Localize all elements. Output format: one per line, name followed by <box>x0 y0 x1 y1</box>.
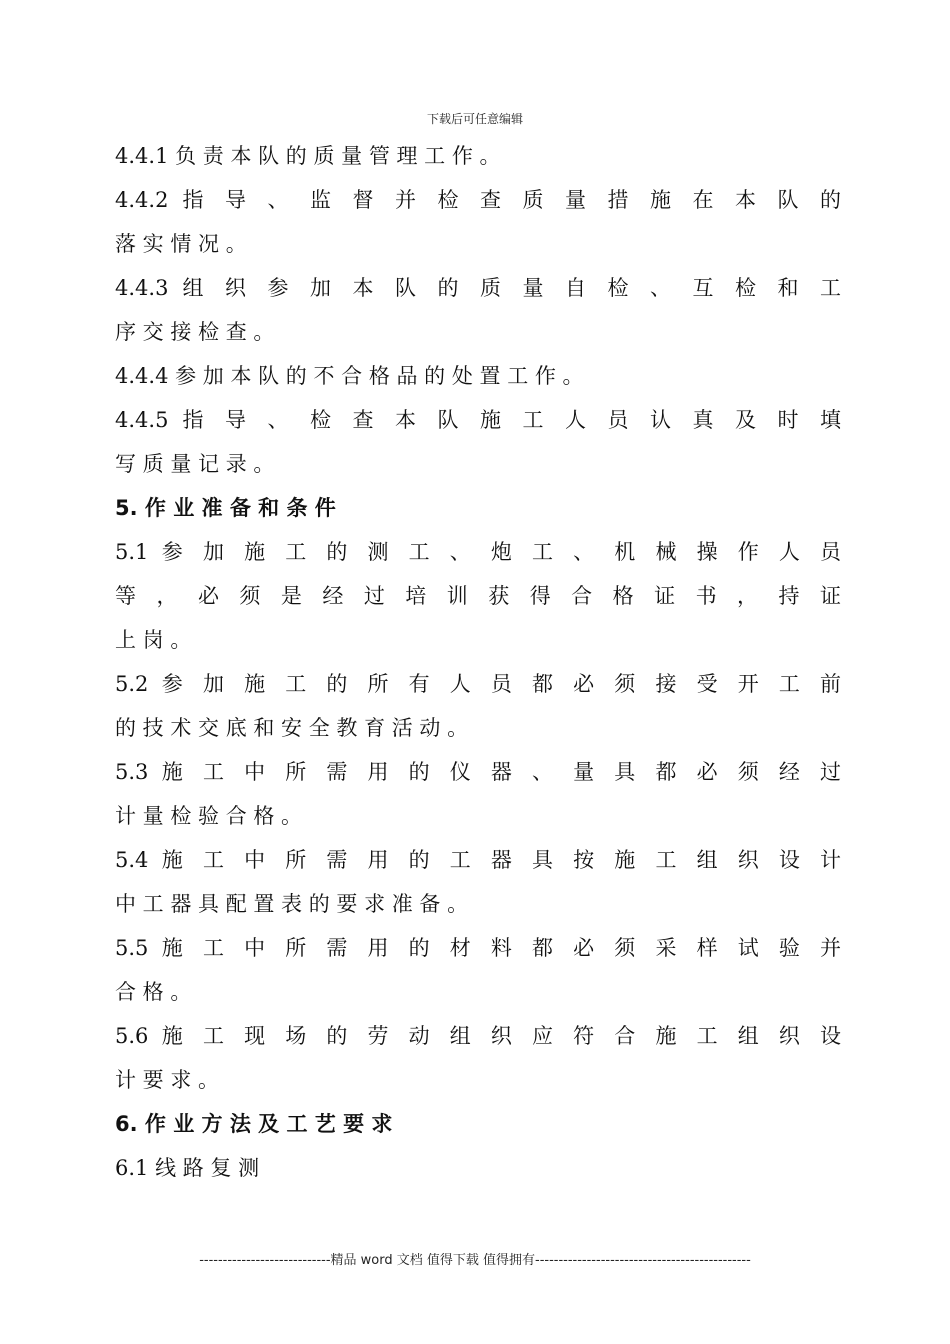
text-line: 计 要 求 。 <box>115 1068 220 1092</box>
para-5-5 <box>115 926 841 1014</box>
text-line: 上 岗 。 <box>115 628 192 652</box>
para-4-4-3 <box>115 266 841 354</box>
text-line: 5.5 施 工 中 所 需 用 的 材 料 都 必 须 采 样 试 验 并 <box>115 936 841 960</box>
heading-line: 6. 作 业 方 法 及 工 艺 要 求 <box>115 1112 393 1136</box>
section-heading-6 <box>115 1102 841 1146</box>
heading-line: 5. 作 业 准 备 和 条 件 <box>115 496 336 520</box>
text-line: 5.4 施 工 中 所 需 用 的 工 器 具 按 施 工 组 织 设 计 <box>115 848 841 872</box>
text-line: 的 技 术 交 底 和 安 全 教 育 活 动 。 <box>115 716 469 740</box>
text-line: 合 格 。 <box>115 980 192 1004</box>
text-line: 4.4.1 负 责 本 队 的 质 量 管 理 工 作 。 <box>115 144 501 168</box>
para-5-3 <box>115 750 841 838</box>
text-line: 5.6 施 工 现 场 的 劳 动 组 织 应 符 合 施 工 组 织 设 <box>115 1024 841 1048</box>
page-header: 下载后可任意编辑 <box>426 112 523 126</box>
text-line: 4.4.5 指 导 、 检 查 本 队 施 工 人 员 认 真 及 时 填 <box>115 408 841 432</box>
para-4-4-5 <box>115 398 841 486</box>
para-4-4-4 <box>115 354 841 398</box>
text-line: 等 ， 必 须 是 经 过 培 训 获 得 合 格 证 书 ， 持 证 <box>115 584 841 608</box>
text-line: 写 质 量 记 录 。 <box>115 452 275 476</box>
text-line: 序 交 接 检 查 。 <box>115 320 275 344</box>
page-footer: ----------------------------精品 word 文档 值得下载 值得拥有---------------------------------------------- <box>199 1253 751 1268</box>
text-line: 落 实 情 况 。 <box>115 232 247 256</box>
para-6-1 <box>115 1146 841 1190</box>
section-heading-5 <box>115 486 841 530</box>
document-body <box>115 134 841 1190</box>
para-4-4-2 <box>115 178 841 266</box>
para-5-4 <box>115 838 841 926</box>
text-line: 4.4.2 指 导 、 监 督 并 检 查 质 量 措 施 在 本 队 的 <box>115 188 841 212</box>
text-line: 5.3 施 工 中 所 需 用 的 仪 器 、 量 具 都 必 须 经 过 <box>115 760 841 784</box>
text-line: 4.4.4 参 加 本 队 的 不 合 格 品 的 处 置 工 作 。 <box>115 364 584 388</box>
para-4-4-1 <box>115 134 841 178</box>
text-line: 5.1 参 加 施 工 的 测 工 、 炮 工 、 机 械 操 作 人 员 <box>115 540 841 564</box>
text-line: 计 量 检 验 合 格 。 <box>115 804 303 828</box>
para-5-1 <box>115 530 841 662</box>
text-line: 中 工 器 具 配 置 表 的 要 求 准 备 。 <box>115 892 469 916</box>
text-line: 5.2 参 加 施 工 的 所 有 人 员 都 必 须 接 受 开 工 前 <box>115 672 841 696</box>
text-line: 6.1 线 路 复 测 <box>115 1156 260 1180</box>
para-5-2 <box>115 662 841 750</box>
para-5-6 <box>115 1014 841 1102</box>
text-line: 4.4.3 组 织 参 加 本 队 的 质 量 自 检 、 互 检 和 工 <box>115 276 841 300</box>
